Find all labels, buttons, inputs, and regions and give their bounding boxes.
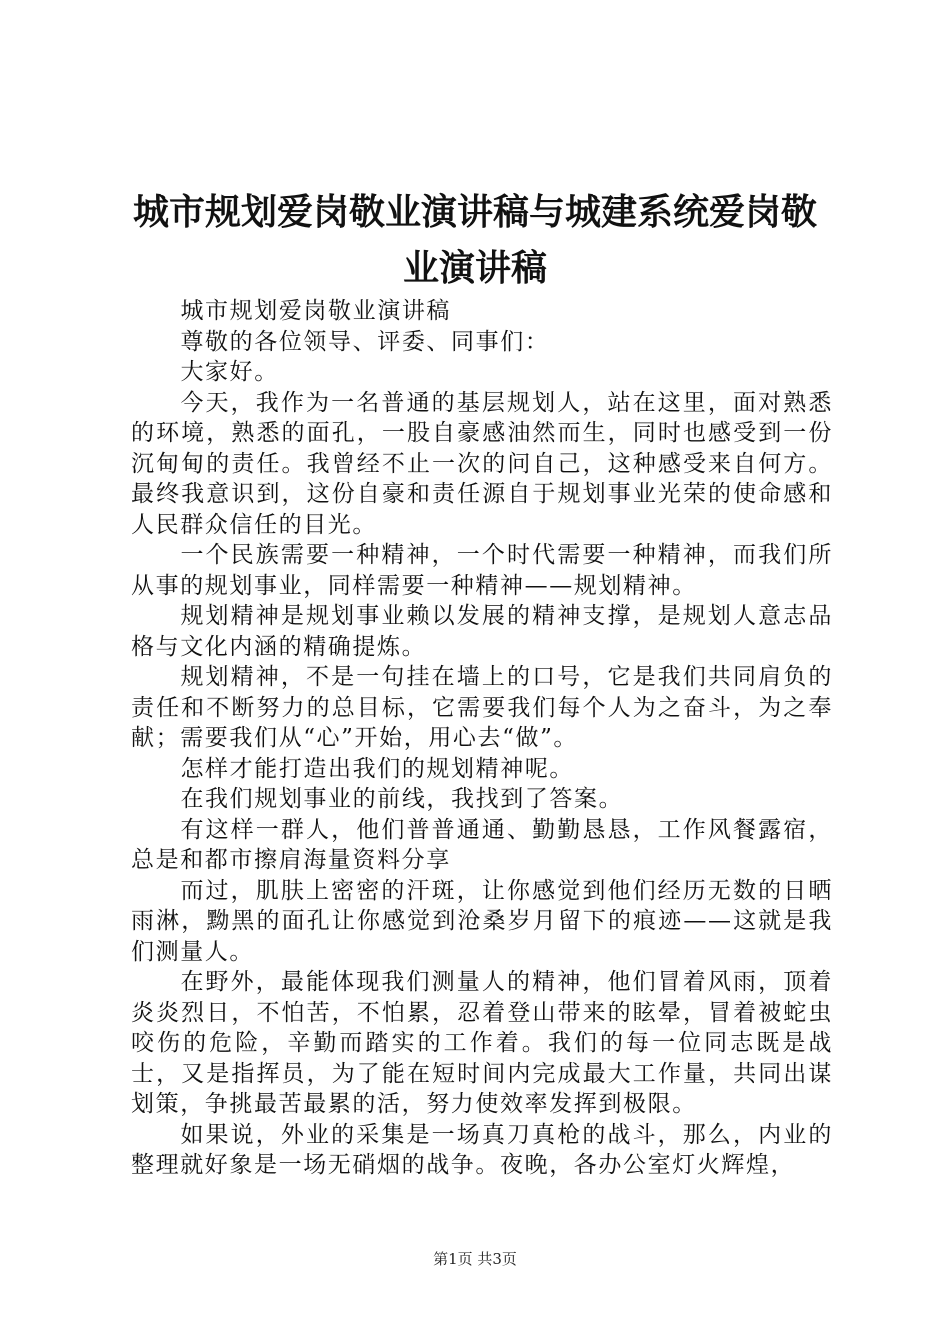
paragraph: 规划精神是规划事业赖以发展的精神支撑，是规划人意志品格与文化内涵的精确提炼。 xyxy=(131,603,833,660)
paragraph: 规划精神，不是一句挂在墙上的口号，它是我们共同肩负的责任和不断努力的总目标，它需要我们每个人为之奋斗，为之奉献；需要我们从“心”开始，用心去“做”。 xyxy=(131,664,833,751)
paragraph: 今天，我作为一名普通的基层规划人，站在这里，面对熟悉的环境，熟悉的面孔，一股自豪感油然而生，同时也感受到一份沉甸甸的责任。我曾经不止一次的问自己，这种感受来自何方。最终我意识到，这份自豪和责任源自于规划事业光荣的使命感和人民群众信任的目光。 xyxy=(131,389,833,538)
paragraph: 城市规划爱岗敬业演讲稿 xyxy=(180,298,452,324)
paragraph: 在野外，最能体现我们测量人的精神，他们冒着风雨，顶着炎炎烈日，不怕苦，不怕累，忍着登山带来的眩晕，冒着被蛇虫咬伤的危险，辛勤而踏实的工作着。我们的每一位同志既是战士，又是指挥员，为了能在短时间内完成最大工作量，共同出谋划策，争挑最苦最累的活，努力使效率发挥到极限。 xyxy=(131,969,833,1117)
paragraph: 尊敬的各位领导、评委、同事们： xyxy=(180,328,550,355)
paragraph: 如果说，外业的采集是一场真刀真枪的战斗，那么，内业的整理就好象是一场无硝烟的战争。夜晚，各办公室灯火辉煌， xyxy=(131,1121,833,1178)
paragraph: 一个民族需要一种精神，一个时代需要一种精神，而我们所从事的规划事业，同样需要一种精神——规划精神。 xyxy=(131,542,833,599)
document-body xyxy=(131,296,833,1181)
paragraph: 怎样才能打造出我们的规划精神呢。 xyxy=(180,755,575,782)
page-number-footer: 第1页 共3页 xyxy=(433,1250,517,1268)
document-title: 城市规划爱岗敬业演讲稿与城建系统爱岗敬业演讲稿 xyxy=(132,192,817,289)
paragraph: 大家好。 xyxy=(180,359,279,385)
paragraph: 在我们规划事业的前线，我找到了答案。 xyxy=(180,786,624,812)
paragraph: 而过，肌肤上密密的汗斑，让你感觉到他们经历无数的日晒雨淋，黝黑的面孔让你感觉到沧桑岁月留下的痕迹——这就是我们测量人。 xyxy=(131,877,833,965)
paragraph: 有这样一群人，他们普普通通、勤勤恳恳，工作风餐露宿，总是和都市擦肩海量资料分享 xyxy=(131,816,833,873)
